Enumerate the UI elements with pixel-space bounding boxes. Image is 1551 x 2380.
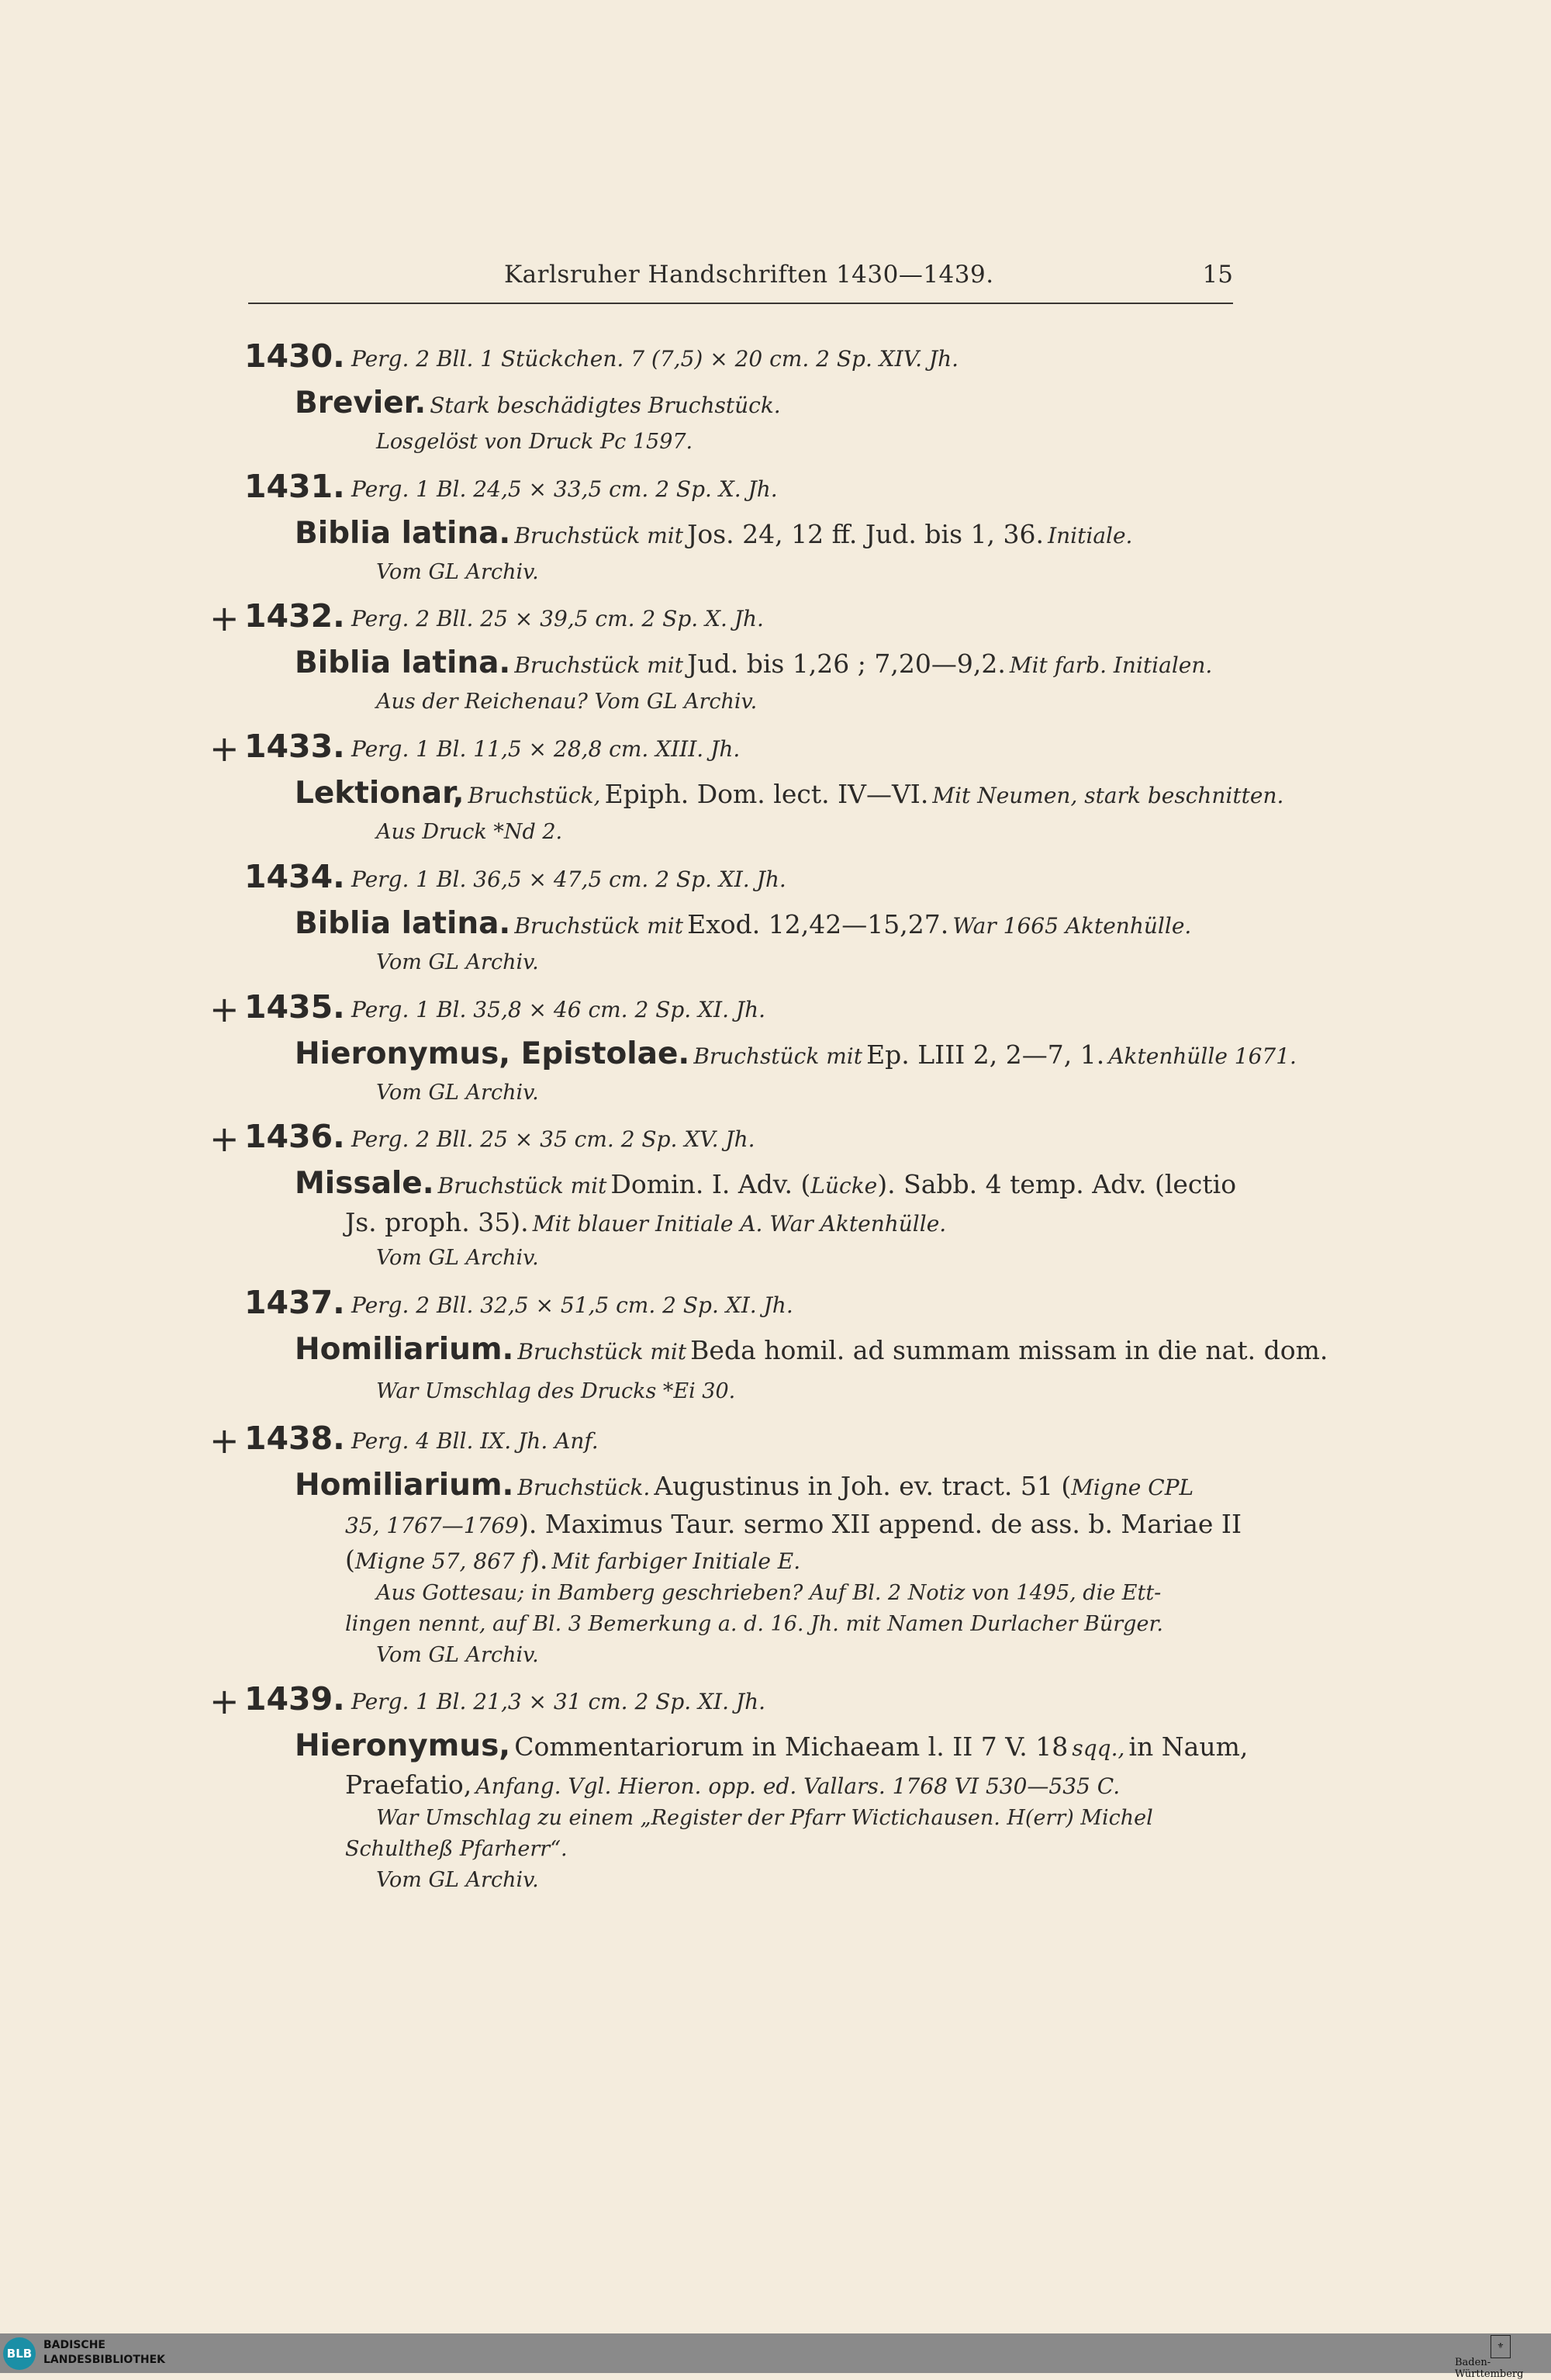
state-name: Baden-Württemberg: [1455, 2357, 1524, 2380]
entry-physical-description: Perg. 2 Bll. 25 ⨯ 35 cm. 2 Sp. XV. Jh.: [351, 1126, 755, 1152]
plus-marker: +: [209, 1420, 240, 1462]
entry-remark-line1: War Umschlag zu einem „Register der Pfarr Wictichausen. H(err) Michel: [376, 1806, 1153, 1830]
entry-remark-line1: Aus Gottesau; in Bamberg geschrieben? Auf Bl. 2 Notiz von 1495, die Ett-: [376, 1581, 1162, 1605]
entry-physical-description: Perg. 2 Bll. 1 Stückchen. 7 (7,5) ⨯ 20 cm. 2 Sp. XIV. Jh.: [351, 346, 959, 372]
entry-provenance: Vom GL Archiv.: [376, 1246, 539, 1270]
entry-number: 1437.: [244, 1284, 345, 1321]
entry-citation-volume: 35, 1767—1769: [345, 1513, 519, 1538]
entry-title: Lektionar,: [295, 776, 465, 811]
entry-physical-description: Perg. 1 Bl. 36,5 ⨯ 47,5 cm. 2 Sp. XI. Jh.: [351, 867, 786, 892]
entry-remark-line2: lingen nennt, auf Bl. 3 Bemerkung a. d. 16. Jh. mit Namen Durlacher Bürger.: [345, 1612, 1163, 1636]
entry-note: Anfang. Vgl. Hieron. opp. ed. Vallars. 1768 VI 530—535 C.: [475, 1773, 1121, 1799]
entry-number: 1432.: [244, 597, 345, 635]
entry-gap-note: Lücke: [810, 1173, 878, 1199]
footer-bar: [0, 2333, 1551, 2373]
catalog-entry-1434: [209, 858, 1249, 981]
plus-marker: +: [209, 728, 240, 770]
entry-physical-description: Perg. 1 Bl. 35,8 ⨯ 46 cm. 2 Sp. XI. Jh.: [351, 997, 766, 1022]
entry-provenance: Aus der Reichenau? Vom GL Archiv.: [376, 690, 758, 714]
entry-title: Hieronymus,: [295, 1728, 511, 1763]
entry-citation-2: Migne 57, 867 f: [354, 1548, 530, 1574]
entry-contents-continued: in Naum,: [1128, 1731, 1249, 1762]
entry-title: Biblia latina.: [295, 645, 511, 680]
entry-contents: Jud. bis 1,26 ; 7,20—9,2.: [687, 649, 1006, 679]
entry-description: Bruchstück.: [517, 1475, 651, 1500]
entry-provenance: Vom GL Archiv.: [376, 950, 539, 974]
entry-contents-continued: ). Sabb. 4 temp. Adv. (lectio: [877, 1169, 1237, 1199]
entry-citation: Migne CPL: [1071, 1475, 1194, 1500]
entry-note: Mit blauer Initiale A. War Aktenhülle.: [532, 1211, 947, 1237]
catalog-entry-1431: [209, 468, 1249, 590]
page-number: 15: [1202, 261, 1233, 289]
entry-note: Initiale.: [1048, 523, 1133, 548]
entry-contents-line2: Js. proph. 35).: [345, 1207, 529, 1237]
entry-provenance: Vom GL Archiv.: [376, 1868, 539, 1892]
entry-description: Bruchstück mit: [514, 652, 684, 678]
entry-number: 1435.: [244, 988, 345, 1026]
entry-provenance: Vom GL Archiv.: [376, 1081, 539, 1105]
entry-number: 1439.: [244, 1680, 345, 1718]
entry-physical-description: Perg. 2 Bll. 25 ⨯ 39,5 cm. 2 Sp. X. Jh.: [351, 606, 764, 631]
entry-contents-line2: ). Maximus Taur. sermo XII append. de ass. b. Mariae II: [518, 1509, 1242, 1539]
entry-note: Mit farbiger Initiale E.: [551, 1548, 801, 1574]
page-header: [248, 261, 1233, 306]
entry-sqq: sqq.,: [1072, 1735, 1125, 1761]
plus-marker: +: [209, 1118, 240, 1160]
header-rule: [248, 303, 1233, 304]
entry-contents: Epiph. Dom. lect. IV—VI.: [604, 779, 929, 809]
entry-contents: Beda homil. ad summam missam in die nat. dom.: [690, 1335, 1328, 1365]
entry-number: 1430.: [244, 337, 345, 375]
entry-title: Homiliarium.: [295, 1468, 514, 1503]
entry-description: Stark beschädigtes Bruchstück.: [430, 393, 781, 418]
running-title: Karlsruher Handschriften 1430—1439.: [504, 261, 994, 289]
entry-provenance: Aus Druck *Nd 2.: [376, 820, 563, 844]
entry-physical-description: Perg. 4 Bll. IX. Jh. Anf.: [351, 1428, 599, 1454]
entry-description: Bruchstück,: [468, 783, 601, 808]
entry-contents: Domin. I. Adv. (: [610, 1169, 811, 1199]
entry-number: 1436.: [244, 1118, 345, 1155]
entry-title: Brevier.: [295, 386, 427, 420]
entry-description: Bruchstück mit: [514, 523, 684, 548]
entry-description: Bruchstück mit: [693, 1043, 862, 1069]
plus-marker: +: [209, 597, 240, 639]
entry-description: Bruchstück mit: [517, 1339, 687, 1365]
entry-note: War 1665 Aktenhülle.: [952, 913, 1192, 939]
entry-note: Mit Neumen, stark beschnitten.: [932, 783, 1284, 808]
entry-title: Hieronymus, Epistolae.: [295, 1036, 690, 1071]
catalog-entry-1437: [209, 1284, 1328, 1410]
entry-number: 1434.: [244, 858, 345, 895]
entry-description: Bruchstück mit: [514, 913, 684, 939]
entry-contents: Commentariorum in Michaeam l. II 7 V. 18: [514, 1731, 1069, 1762]
catalog-entry-1435: [209, 988, 1297, 1111]
catalog-entry-1438: [209, 1420, 1249, 1671]
entry-number: 1433.: [244, 728, 345, 765]
entry-title: Biblia latina.: [295, 906, 511, 941]
entry-contents: Ep. LIII 2, 2—7, 1.: [866, 1040, 1105, 1070]
paren-open: (: [345, 1545, 355, 1575]
paren-close: ).: [530, 1545, 548, 1575]
catalog-entry-1430: [209, 337, 1249, 460]
plus-marker: +: [209, 988, 240, 1030]
plus-marker: +: [209, 1680, 240, 1722]
catalog-entry-1433: [209, 728, 1284, 850]
entry-contents: Jos. 24, 12 ff. Jud. bis 1, 36.: [687, 519, 1044, 549]
entry-number: 1431.: [244, 468, 345, 505]
catalog-entry-1439: [209, 1680, 1249, 1896]
entry-provenance: Losgelöst von Druck Pc 1597.: [376, 430, 693, 454]
entry-description: Bruchstück mit: [437, 1173, 607, 1199]
entry-contents: Exod. 12,42—15,27.: [687, 909, 949, 939]
library-logo-icon: BLB: [3, 2337, 36, 2370]
entry-physical-description: Perg. 1 Bl. 21,3 ⨯ 31 cm. 2 Sp. XI. Jh.: [351, 1689, 766, 1714]
library-name-line1: BADISCHE: [43, 2339, 105, 2351]
entry-provenance: Vom GL Archiv.: [376, 560, 539, 584]
entry-contents: Augustinus in Joh. ev. tract. 51 (: [654, 1471, 1072, 1501]
entry-note: Aktenhülle 1671.: [1108, 1043, 1297, 1069]
catalog-entry-1432: [209, 597, 1249, 720]
entry-remark-line2: Schultheß Pfarherr“.: [345, 1837, 568, 1861]
library-name: [43, 2338, 165, 2368]
entry-contents-line2: Praefatio,: [345, 1769, 472, 1800]
entry-provenance: Vom GL Archiv.: [376, 1643, 539, 1667]
coat-of-arms-icon: ⚜: [1491, 2335, 1511, 2358]
entry-physical-description: Perg. 1 Bl. 24,5 ⨯ 33,5 cm. 2 Sp. X. Jh.: [351, 476, 778, 502]
entry-number: 1438.: [244, 1420, 345, 1457]
entry-title: Biblia latina.: [295, 516, 511, 551]
entry-note: Mit farb. Initialen.: [1009, 652, 1213, 678]
entry-provenance: War Umschlag des Drucks *Ei 30.: [376, 1379, 736, 1403]
entry-physical-description: Perg. 2 Bll. 32,5 ⨯ 51,5 cm. 2 Sp. XI. Jh.: [351, 1292, 793, 1318]
library-name-line2: LANDESBIBLIOTHEK: [43, 2354, 166, 2366]
catalog-entry-1436: [209, 1118, 1249, 1276]
entry-title: Homiliarium.: [295, 1332, 514, 1367]
entry-title: Missale.: [295, 1166, 434, 1201]
entry-physical-description: Perg. 1 Bl. 11,5 ⨯ 28,8 cm. XIII. Jh.: [351, 736, 741, 762]
